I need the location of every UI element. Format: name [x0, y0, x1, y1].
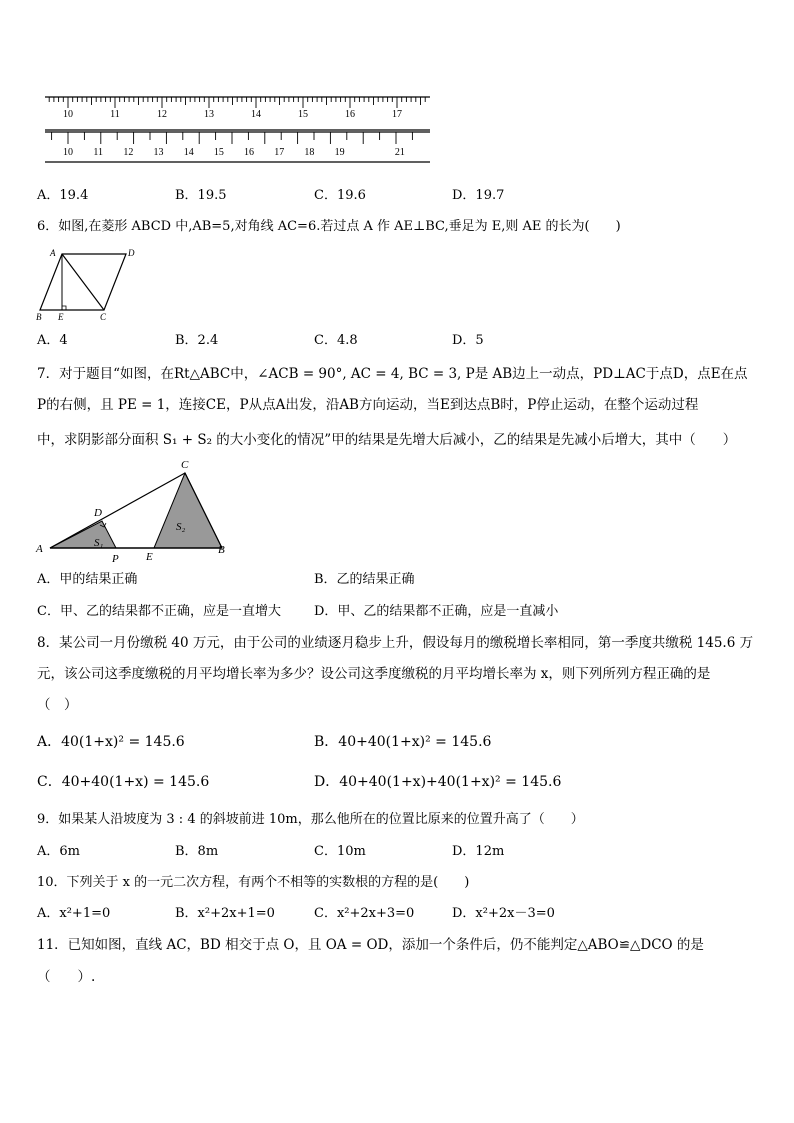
vernier-scale — [45, 132, 430, 162]
vernier-label-12: 12 — [123, 147, 134, 158]
vernier-label-17: 17 — [274, 147, 285, 158]
q8-stem-line3: （ ） — [37, 697, 78, 713]
q9-option-b[interactable]: B．8m — [175, 844, 219, 859]
q8-option-b[interactable]: B．40+40(1+x)² = 145.6 — [314, 734, 492, 750]
main-scale-label-16: 16 — [345, 109, 355, 120]
main-scale-label-12: 12 — [157, 109, 167, 120]
vernier-label-21: 21 — [394, 147, 405, 158]
rhombus-figure — [34, 246, 138, 322]
q10-stem: 10．下列关于 x 的一元二次方程，有两个不相等的实数根的方程的是( ) — [37, 875, 470, 890]
q7-option-d[interactable]: D．甲、乙的结果都不正确，应是一直减小 — [314, 604, 559, 619]
label-C: C — [100, 312, 107, 322]
label-E: E — [58, 312, 64, 322]
q5-option-a[interactable]: A．19.4 — [37, 188, 89, 203]
q6-stem: 6．如图,在菱形 ABCD 中,AB=5,对角线 AC=6.若过点 A 作 AE⊥BC,垂足为 E,则 AE 的长为( ) — [37, 219, 621, 234]
q5-option-b[interactable]: B．19.5 — [175, 188, 227, 203]
main-scale-label-11: 11 — [110, 109, 120, 120]
q7-stem-line1: 7．对于题目“如图，在Rt△ABC中，∠ACB = 90°, AC = 4, BC = 3, P是 AB边上一动点，PD⊥AC于点D，点E在点 — [37, 366, 748, 382]
vernier-label-10: 10 — [63, 147, 73, 158]
q6-option-b[interactable]: B．2.4 — [175, 333, 219, 348]
label-D: D — [94, 507, 102, 519]
vernier-label-18: 18 — [304, 147, 315, 158]
q10-option-c[interactable]: C．x²+2x+3=0 — [314, 906, 415, 921]
main-scale-label-13: 13 — [204, 109, 214, 120]
main-scale-label-14: 14 — [251, 109, 261, 120]
label-S2: S₂ — [176, 521, 186, 533]
q6-option-a[interactable]: A．4 — [37, 333, 68, 348]
q8-option-c[interactable]: C．40+40(1+x) = 145.6 — [37, 774, 210, 790]
q8-option-a[interactable]: A．40(1+x)² = 145.6 — [37, 734, 185, 750]
label-E: E — [146, 551, 153, 562]
main-scale — [45, 97, 430, 130]
main-scale-label-15: 15 — [298, 109, 308, 120]
label-C: C — [181, 459, 189, 471]
q6-option-c[interactable]: C．4.8 — [314, 333, 358, 348]
label-B: B — [36, 312, 42, 322]
q8-stem-line1: 8．某公司一月份缴税 40 万元，由于公司的业绩逐月稳步上升，假设每月的缴税增长率相同，第一季度共缴税 145.6 万 — [37, 635, 754, 651]
q9-stem: 9．如果某人沿坡度为 3 : 4 的斜坡前进 10m，那么他所在的位置比原来的位置升高了（ ） — [37, 812, 584, 827]
vernier-label-16: 16 — [244, 147, 255, 158]
label-A: A — [36, 543, 43, 555]
q7-option-b[interactable]: B．乙的结果正确 — [314, 572, 415, 587]
q10-option-d[interactable]: D．x²+2x－3=0 — [452, 906, 555, 921]
q7-stem-line3: 中，求阴影部分面积 S₁ + S₂ 的大小变化的情况”甲的结果是先增大后减小，乙的结果是先减小后增大，其中（ ） — [37, 432, 737, 448]
vernier-label-13: 13 — [153, 147, 164, 158]
vernier-label-11: 11 — [93, 147, 103, 158]
q5-option-c[interactable]: C．19.6 — [314, 188, 366, 203]
label-D: D — [128, 248, 135, 258]
triangle-figure — [34, 456, 234, 562]
q9-option-d[interactable]: D．12m — [452, 844, 505, 859]
q7-option-c[interactable]: C．甲、乙的结果都不正确，应是一直增大 — [37, 604, 281, 619]
q11-stem-line2: （ ）. — [37, 969, 96, 985]
q8-stem-line2: 元，该公司这季度缴税的月平均增长率为多少？设公司这季度缴税的月平均增长率为 x，则下列所列方程正确的是 — [37, 666, 711, 682]
main-scale-label-10: 10 — [63, 109, 73, 120]
q6-option-d[interactable]: D．5 — [452, 333, 484, 348]
main-scale-label-17: 17 — [392, 109, 402, 120]
q10-option-a[interactable]: A．x²+1=0 — [37, 906, 111, 921]
label-B: B — [218, 544, 225, 556]
vernier-label-19: 19 — [334, 147, 345, 158]
q9-option-a[interactable]: A．6m — [37, 844, 80, 859]
q7-option-a[interactable]: A．甲的结果正确 — [37, 572, 138, 587]
vernier-label-15: 15 — [213, 147, 224, 158]
q7-stem-line2: P的右侧，且 PE = 1，连接CE，P从点A出发，沿AB方向运动，当E到达点B时，P停止运动，在整个运动过程 — [37, 397, 699, 413]
vernier-ruler-figure — [40, 92, 440, 168]
q9-option-c[interactable]: C．10m — [314, 844, 366, 859]
label-P: P — [112, 553, 119, 562]
q8-option-d[interactable]: D．40+40(1+x)+40(1+x)² = 145.6 — [314, 774, 562, 790]
q5-option-d[interactable]: D．19.7 — [452, 188, 505, 203]
q11-stem-line1: 11．已知如图，直线 AC，BD 相交于点 O，且 OA = OD，添加一个条件后，仍不能判定△ABO≌△DCO 的是 — [37, 937, 704, 953]
label-A: A — [50, 248, 56, 258]
label-S1: S₁ — [94, 537, 104, 549]
vernier-label-14: 14 — [183, 147, 194, 158]
q10-option-b[interactable]: B．x²+2x+1=0 — [175, 906, 275, 921]
